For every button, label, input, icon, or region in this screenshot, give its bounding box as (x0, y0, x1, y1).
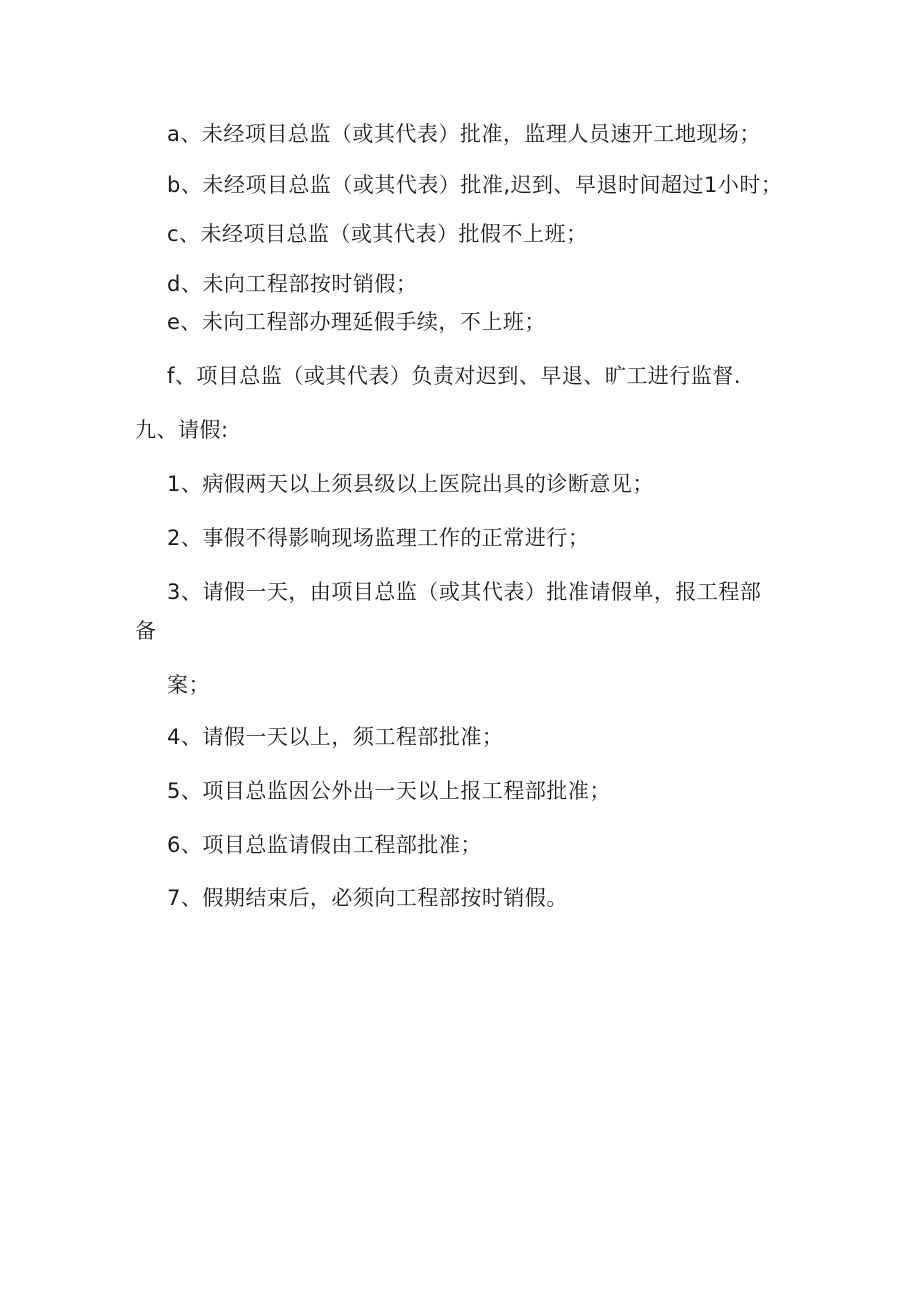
leave-item-2: 2、事假不得影响现场监理工作的正常进行； (167, 526, 590, 550)
rule-item-e: e、未向工程部办理延假手续，不上班； (167, 310, 546, 334)
leave-item-4: 4、请假一天以上，须工程部批准； (167, 725, 504, 749)
leave-item-3: 3、请假一天，由项目总监（或其代表）批准请假单，报工程部 (167, 580, 762, 604)
rule-item-a: a、未经项目总监（或其代表）批准，监理人员速开工地现场； (167, 122, 761, 146)
leave-item-7: 7、假期结束后，必须向工程部按时销假。 (167, 886, 568, 910)
leave-item-5: 5、项目总监因公外出一天以上报工程部批准； (167, 779, 611, 803)
rule-item-d: d、未向工程部按时销假； (167, 272, 418, 296)
section-heading: 九、请假: (135, 418, 229, 442)
leave-item-1: 1、病假两天以上须县级以上医院出具的诊断意见； (167, 472, 654, 496)
rule-item-f: f、项目总监（或其代表）负责对迟到、早退、旷工进行监督. (167, 364, 742, 388)
rule-item-b: b、未经项目总监（或其代表）批准,迟到、早退时间超过1小时； (167, 173, 783, 197)
leave-item-3-cont: 案； (167, 673, 210, 697)
rule-item-c: c、未经项目总监（或其代表）批假不上班； (167, 222, 588, 246)
leave-item-3-wrap: 备 (135, 619, 157, 643)
leave-item-6: 6、项目总监请假由工程部批准； (167, 833, 482, 857)
